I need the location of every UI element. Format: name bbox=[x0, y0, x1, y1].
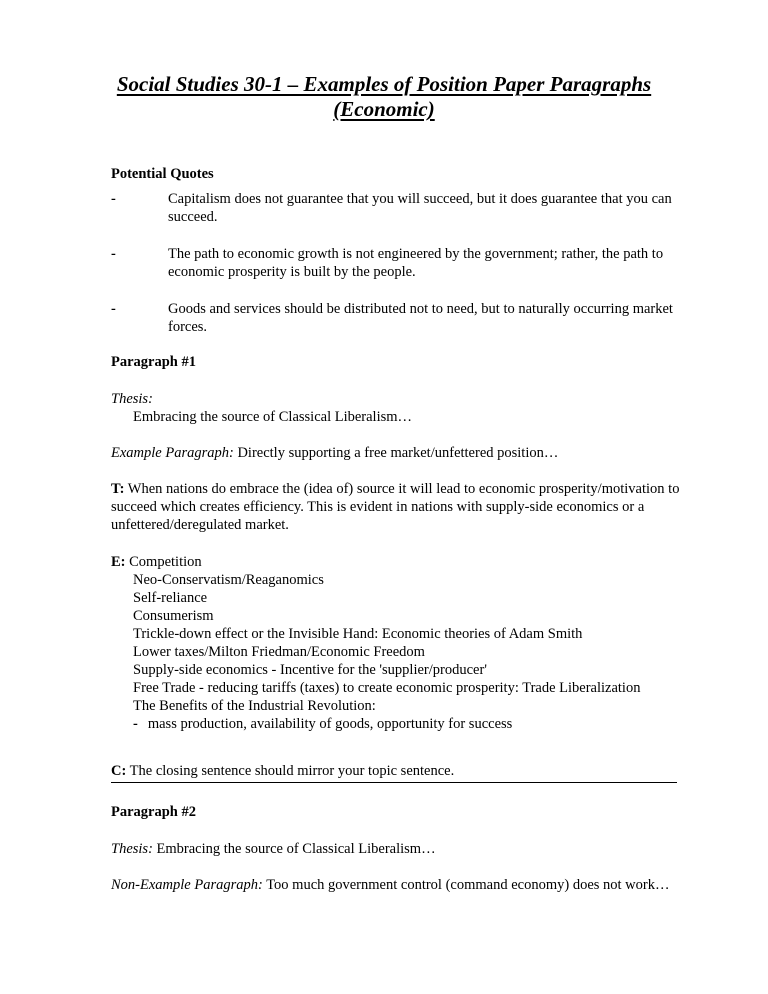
quote-item-3 bbox=[111, 300, 711, 336]
evidence-item: Consumerism bbox=[133, 608, 214, 624]
topic-label: T: bbox=[111, 481, 125, 497]
evidence-item: Free Trade - reducing tariffs (taxes) to create economic prosperity: Trade Liberalization bbox=[133, 680, 641, 696]
paragraph2-heading: Paragraph #2 bbox=[111, 804, 196, 820]
title-line-2: (Economic) bbox=[333, 97, 435, 121]
nonexample-label: Non-Example Paragraph: bbox=[111, 877, 263, 893]
evidence-subitem bbox=[111, 715, 711, 733]
paragraph2-thesis bbox=[111, 840, 711, 858]
thesis-label: Thesis: bbox=[111, 841, 153, 857]
section-divider bbox=[111, 782, 677, 783]
evidence-item: The Benefits of the Industrial Revolution: bbox=[133, 698, 376, 714]
paragraph1-heading: Paragraph #1 bbox=[111, 354, 196, 370]
quote-text: The path to economic growth is not engineered by the government; rather, the path to economic prosperity is built by the people. bbox=[168, 246, 664, 280]
closing-sentence bbox=[111, 762, 711, 780]
example-text: Directly supporting a free market/unfettered position… bbox=[233, 445, 559, 461]
topic-sentence bbox=[111, 480, 681, 534]
closing-text: The closing sentence should mirror your topic sentence. bbox=[126, 763, 455, 779]
paragraph1-example bbox=[111, 444, 711, 462]
quote-bullet: - bbox=[111, 246, 116, 262]
quote-text: Capitalism does not guarantee that you will succeed, but it does guarantee that you can succeed. bbox=[168, 191, 672, 225]
thesis-label: Thesis: bbox=[111, 391, 153, 407]
quote-item-1 bbox=[111, 190, 711, 226]
page-title bbox=[60, 72, 708, 122]
evidence-label: E: bbox=[111, 554, 126, 570]
example-label: Example Paragraph: bbox=[111, 445, 234, 461]
title-line-1: Social Studies 30-1 – Examples of Position Paper Paragraphs bbox=[116, 72, 652, 96]
evidence-item: Supply-side economics - Incentive for the 'supplier/producer' bbox=[133, 662, 487, 678]
paragraph1-thesis bbox=[111, 390, 711, 426]
quote-bullet: - bbox=[111, 301, 116, 317]
evidence-item: Competition bbox=[129, 554, 202, 570]
sub-bullet: - bbox=[133, 716, 138, 732]
evidence-block bbox=[111, 553, 711, 733]
thesis-text: Embracing the source of Classical Liberalism… bbox=[152, 841, 436, 857]
evidence-item: Lower taxes/Milton Friedman/Economic Freedom bbox=[133, 644, 425, 660]
quotes-heading: Potential Quotes bbox=[111, 166, 214, 182]
nonexample-text: Too much government control (command economy) does not work… bbox=[262, 877, 670, 893]
closing-label: C: bbox=[111, 763, 127, 779]
paragraph2-nonexample bbox=[111, 876, 711, 894]
evidence-item: Trickle-down effect or the Invisible Hand: Economic theories of Adam Smith bbox=[133, 626, 583, 642]
sub-bullet-text: mass production, availability of goods, opportunity for success bbox=[147, 716, 513, 732]
quote-item-2 bbox=[111, 245, 711, 281]
thesis-text: Embracing the source of Classical Liberalism… bbox=[133, 409, 413, 425]
evidence-item: Neo-Conservatism/Reaganomics bbox=[133, 572, 324, 588]
quote-bullet: - bbox=[111, 191, 116, 207]
quote-text: Goods and services should be distributed not to need, but to naturally occurring market forces. bbox=[168, 301, 673, 335]
evidence-item: Self-reliance bbox=[133, 590, 208, 606]
topic-text: When nations do embrace the (idea of) source it will lead to economic prosperity/motivation to succeed which creates efficiency. This is evident in nations with supply-side economics or a unfettered/deregulated market. bbox=[111, 481, 680, 533]
